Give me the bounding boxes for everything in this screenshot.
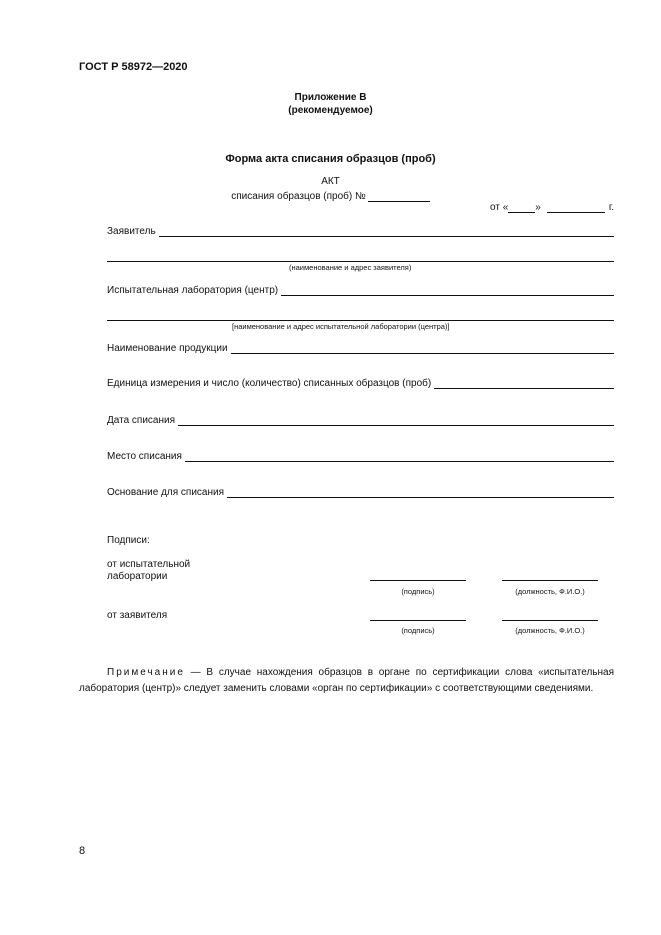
applicant-hint: (наименование и адрес заявителя) (289, 263, 412, 272)
lab-hint: [наименование и адрес испытательной лаборатории (центра)] (232, 322, 450, 331)
lab-field[interactable] (281, 285, 614, 296)
applicant-field-line2[interactable] (107, 261, 614, 262)
page-number: 8 (79, 845, 86, 857)
applicant-field[interactable] (159, 226, 614, 237)
writeoff-basis-row (107, 487, 614, 498)
note-paragraph (79, 665, 614, 697)
from-lab-label-line2: лаборатории (107, 571, 168, 582)
writeoff-place-row (107, 451, 614, 462)
lab-position-hint: (должность, Ф.И.О.) (515, 587, 585, 596)
applicant-position-hint: (должность, Ф.И.О.) (515, 626, 585, 635)
note-text: — В случае нахождения образцов в органе по сертификации слова «испытательная лаборатория (центр)» следует заменить словами «орган по сертификации» с соответствующими сведениями. (79, 667, 614, 694)
signatures-title: Подписи: (107, 535, 150, 546)
applicant-label: Заявитель (107, 226, 156, 237)
writeoff-place-field[interactable] (185, 451, 614, 462)
unit-count-field[interactable] (434, 378, 614, 389)
day-field[interactable] (508, 202, 535, 213)
applicant-signature-hint: (подпись) (401, 626, 435, 635)
act-subtitle: списания образцов (проб) № (231, 191, 366, 202)
lab-field-line2[interactable] (107, 320, 614, 321)
applicant-position-field[interactable] (502, 620, 598, 621)
product-field[interactable] (231, 343, 614, 354)
act-number-field[interactable] (368, 190, 430, 202)
product-row (107, 343, 614, 354)
lab-row (107, 285, 614, 296)
month-year-field[interactable] (547, 202, 605, 213)
act-heading: АКТ (321, 176, 340, 187)
writeoff-place-label: Место списания (107, 451, 182, 462)
date-from-label: от « (490, 202, 509, 213)
note-label: Примечание (107, 667, 185, 678)
writeoff-basis-field[interactable] (227, 487, 614, 498)
year-label: г. (608, 202, 615, 213)
date-close-quote: » (535, 202, 541, 213)
applicant-signature-field[interactable] (370, 620, 466, 621)
writeoff-date-row (107, 415, 614, 426)
from-lab-label-line1: от испытательной (107, 559, 191, 570)
writeoff-date-field[interactable] (178, 415, 614, 426)
annex-status: (рекомендуемое) (288, 105, 373, 116)
unit-count-label: Единица измерения и число (количество) списанных образцов (проб) (107, 378, 432, 389)
lab-signature-field[interactable] (370, 580, 466, 581)
applicant-row (107, 226, 614, 237)
standard-number: ГОСТ Р 58972—2020 (79, 61, 188, 73)
unit-count-row (107, 378, 614, 389)
form-title: Форма акта списания образцов (проб) (225, 153, 436, 165)
annex-title: Приложение В (294, 92, 367, 103)
lab-position-field[interactable] (502, 580, 598, 581)
from-applicant-label: от заявителя (107, 610, 168, 621)
lab-signature-hint: (подпись) (401, 587, 435, 596)
product-label: Наименование продукции (107, 343, 228, 354)
act-date-line (490, 202, 614, 213)
writeoff-basis-label: Основание для списания (107, 487, 225, 498)
lab-label: Испытательная лаборатория (центр) (107, 285, 279, 296)
act-subtitle-line (0, 190, 661, 202)
writeoff-date-label: Дата списания (107, 415, 176, 426)
